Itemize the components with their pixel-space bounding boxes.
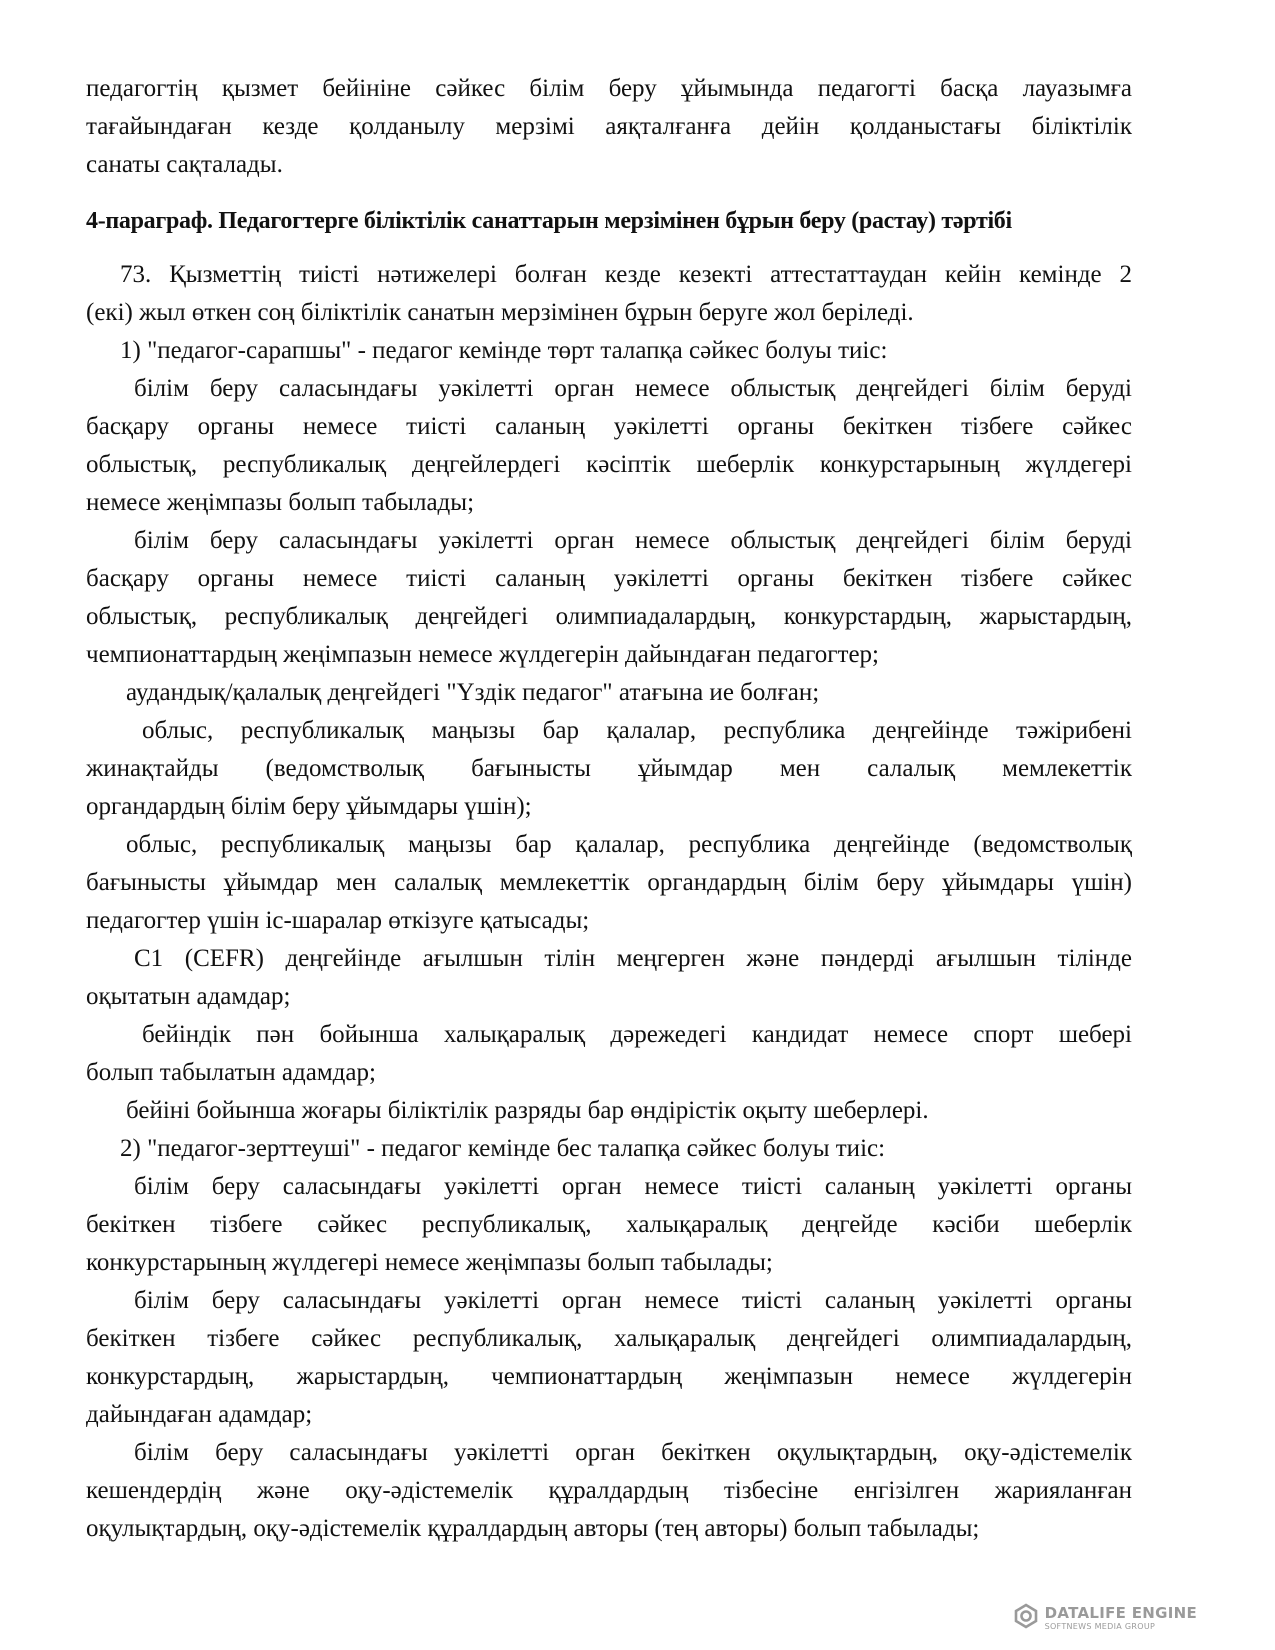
text-line: кешендердің және оқу-әдістемелік құралдардың тізбесіне енгізілген жарияланған — [86, 1477, 1132, 1504]
section-heading: 4-параграф. Педагогтерге біліктілік санаттарын мерзімінен бұрын беру (растау) тәртібі — [86, 208, 1012, 234]
text-line: бейіні бойынша жоғары біліктілік разряды бар өндірістік оқыту шеберлері. — [126, 1097, 929, 1124]
text-line: білім беру саласындағы уәкілетті орган немесе облыстық деңгейдегі білім беруді — [134, 527, 1132, 554]
item-1-requirement — [86, 1016, 1132, 1092]
text-line: аудандық/қалалық деңгейдегі "Үздік педагог" атағына ие болған; — [126, 679, 820, 706]
watermark-text — [1044, 1603, 1197, 1631]
watermark-subtitle: SOFTNEWS MEDIA GROUP — [1044, 1621, 1156, 1631]
text-line: бекіткен тізбеге сәйкес республикалық, халықаралық деңгейдегі олимпиадалардың, — [86, 1325, 1132, 1352]
text-line: (екі) жыл өткен соң біліктілік санатын мерзімінен бұрын беруге жол беріледі. — [86, 299, 914, 326]
text-line: облыстық, республикалық деңгейлердегі кәсіптік шеберлік конкурстарының жүлдегері — [86, 451, 1132, 478]
text-line: облыс, республикалық маңызы бар қалалар, республика деңгейінде тәжірибені — [142, 717, 1132, 744]
text-line: басқару органы немесе тиісті саланың уәкілетті органы бекіткен тізбеге сәйкес — [86, 565, 1132, 592]
watermark-brand: DATALIFE ENGINE — [1044, 1603, 1197, 1622]
text-line: оқытатын адамдар; — [86, 983, 291, 1010]
text-line: облыс, республикалық маңызы бар қалалар, республика деңгейінде (ведомстволық — [126, 831, 1132, 858]
watermark — [1013, 1603, 1197, 1633]
item-1-requirement — [86, 370, 1132, 522]
item-1-requirement — [86, 940, 1132, 1016]
text-line: білім беру саласындағы уәкілетті орган немесе облыстық деңгейдегі білім беруді — [134, 375, 1132, 402]
text-line: болып табылатын адамдар; — [86, 1059, 376, 1086]
text-line: тағайындаған кезде қолданылу мерзімі аяқталғанға дейін қолданыстағы біліктілік — [86, 113, 1132, 140]
text-line: педагогтер үшін іс-шаралар өткізуге қатысады; — [86, 907, 590, 934]
text-line: педагогтің қызмет бейініне сәйкес білім беру ұйымында педагогті басқа лауазымға — [86, 75, 1132, 102]
item-2-heading: 2) "педагог-зерттеуші" - педагог кемінде бес талапқа сәйкес болуы тиіс: — [120, 1135, 886, 1162]
datalife-logo-icon — [1013, 1603, 1039, 1633]
item-1-requirement — [86, 712, 1132, 826]
document-page — [86, 70, 1132, 1548]
item-1-requirement — [86, 826, 1132, 940]
text-line: облыстық, республикалық деңгейдегі олимпиадалардың, конкурстардың, жарыстардың, — [86, 603, 1132, 630]
text-line: санаты сақталады. — [86, 151, 283, 178]
item-1-requirement — [86, 522, 1132, 674]
intro-paragraph — [86, 70, 1132, 184]
item-2-requirement — [86, 1282, 1132, 1434]
text-line: білім беру саласындағы уәкілетті орган немесе тиісті саланың уәкілетті органы — [134, 1173, 1132, 1200]
item-2-requirement — [86, 1434, 1132, 1548]
text-line: оқулықтардың, оқу-әдістемелік құралдардың авторы (тең авторы) болып табылады; — [86, 1515, 980, 1542]
text-line: жинақтайды (ведомстволық бағынысты ұйымдар мен салалық мемлекеттік — [86, 755, 1132, 782]
text-line: конкурстарының жүлдегері немесе жеңімпазы болып табылады; — [86, 1249, 773, 1276]
text-line: 73. Қызметтің тиісті нәтижелері болған кезде кезекті аттестаттаудан кейін кемінде 2 — [120, 261, 1132, 288]
item-1-requirement — [86, 1092, 1132, 1130]
item-2-requirement — [86, 1168, 1132, 1282]
text-line: чемпионаттардың жеңімпазын немесе жүлдегерін дайындаған педагогтер; — [86, 641, 880, 668]
text-line: білім беру саласындағы уәкілетті орган бекіткен оқулықтардың, оқу-әдістемелік — [134, 1439, 1132, 1466]
text-line: бағынысты ұйымдар мен салалық мемлекеттік органдардың білім беру ұйымдары үшін) — [86, 869, 1132, 896]
text-line: бекіткен тізбеге сәйкес республикалық, халықаралық деңгейде кәсіби шеберлік — [86, 1211, 1132, 1238]
paragraph-73 — [86, 256, 1132, 332]
text-line: білім беру саласындағы уәкілетті орган немесе тиісті саланың уәкілетті органы — [134, 1287, 1132, 1314]
item-1-requirement — [86, 674, 1132, 712]
item-1-heading: 1) "педагог-сарапшы" - педагог кемінде төрт талапқа сәйкес болуы тиіс: — [120, 337, 888, 364]
text-line: конкурстардың, жарыстардың, чемпионаттардың жеңімпазын немесе жүлдегерін — [86, 1363, 1132, 1390]
text-line: басқару органы немесе тиісті саланың уәкілетті органы бекіткен тізбеге сәйкес — [86, 413, 1132, 440]
text-line: дайындаған адамдар; — [86, 1401, 313, 1428]
text-line: органдардың білім беру ұйымдары үшін); — [86, 793, 532, 820]
text-line: C1 (CEFR) деңгейінде ағылшын тілін меңгерген және пәндерді ағылшын тілінде — [134, 945, 1132, 972]
text-line: бейіндік пән бойынша халықаралық дәрежедегі кандидат немесе спорт шебері — [142, 1021, 1132, 1048]
text-line: немесе жеңімпазы болып табылады; — [86, 489, 475, 516]
